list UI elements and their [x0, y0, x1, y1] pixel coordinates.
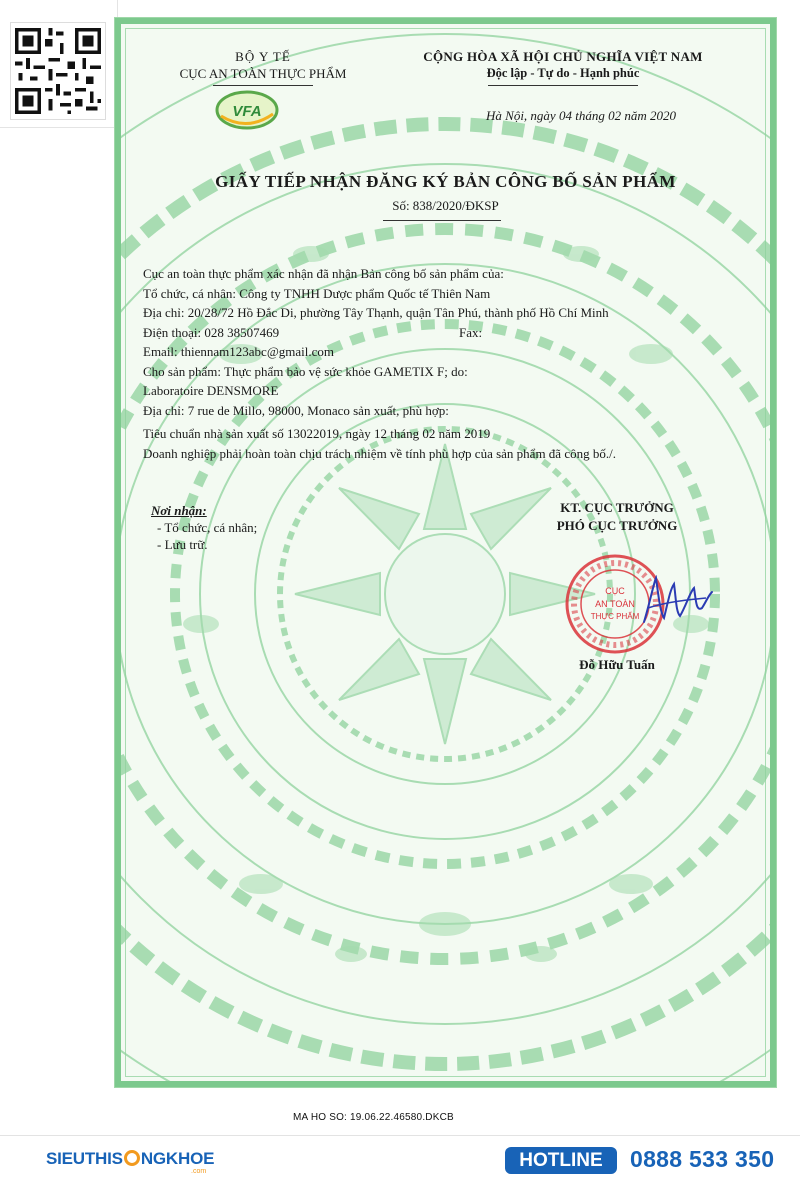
recipients-heading: Nơi nhận: [151, 503, 207, 518]
brand-suffix: NGKHOE [140, 1149, 215, 1168]
recipients-block [151, 502, 257, 553]
footer-bar [0, 1135, 800, 1185]
signature-title [507, 499, 727, 535]
signer-name: Đỗ Hữu Tuấn [579, 657, 655, 672]
hotline-badge[interactable]: HOTLINE [505, 1147, 617, 1174]
svg-text:THỰC PHẨM: THỰC PHẨM [590, 612, 640, 621]
svg-text:CỤC: CỤC [605, 586, 625, 596]
brand-domain: .com [191, 1168, 207, 1175]
certificate-document [115, 18, 776, 1087]
organization-line: Tổ chức, cá nhân: Công ty TNHH Dược phẩm Quốc tế Thiên Nam [143, 285, 491, 301]
intro-line: Cục an toàn thực phẩm xác nhận đã nhận Bản công bố sản phẩm của: [143, 266, 504, 281]
fax-label: Fax: [459, 324, 483, 340]
record-code: MA HO SO: 19.06.22.46580.DKCB [293, 1112, 454, 1123]
issue-date: Hà Nội, ngày 04 tháng 02 năm 2020 [486, 108, 676, 123]
brand-prefix: SIEUTHIS [46, 1149, 123, 1168]
document-number: Số: 838/2020/ĐKSP [392, 198, 499, 213]
phone-text: Điện thoại: 028 38507469 [143, 324, 280, 340]
brand-logo[interactable] [46, 1149, 214, 1169]
recipient-item: - Tổ chức, cá nhân; [157, 520, 258, 535]
address-line: Địa chỉ: 20/28/72 Hồ Đắc Di, phường Tây Thạnh, quận Tân Phú, thành phố Hồ Chí Minh [143, 305, 609, 320]
recipient-item: - Lưu trữ. [157, 537, 208, 552]
responsibility-line: Doanh nghiệp phải hoàn toàn chịu trách nhiệm về tính phù hợp của sản phẩm đã công bố./. [143, 445, 616, 461]
certificate-body [143, 264, 753, 463]
agency-header [163, 48, 363, 86]
svg-text:VFA: VFA [232, 103, 262, 120]
brand-circle-icon [124, 1150, 140, 1166]
email-line: Email: thiennam123abc@gmail.com [143, 344, 335, 359]
standard-line: Tiêu chuẩn nhà sản xuất số 13022019, ngày 12 tháng 02 năm 2019 [143, 426, 491, 441]
manufacturer-line: Laboratoire DENSMORE [143, 383, 279, 398]
phone-line [143, 323, 753, 343]
qr-code-icon [10, 22, 106, 120]
handwritten-signature-icon [636, 572, 716, 632]
hotline-number[interactable]: 0888 533 350 [630, 1146, 775, 1172]
signer-role-secondary: PHÓ CỤC TRƯỞNG [556, 518, 678, 533]
ministry-name: BỘ Y TẾ [235, 49, 291, 64]
document-title: GIẤY TIẾP NHẬN ĐĂNG KÝ BẢN CÔNG BỐ SẢN PHẨM [215, 172, 676, 191]
motto-underline [488, 85, 638, 86]
svg-text:AN TOÀN: AN TOÀN [595, 599, 635, 609]
agency-name: CỤC AN TOÀN THỰC PHẨM [179, 66, 347, 81]
country-name: CỘNG HÒA XÃ HỘI CHỦ NGHĨA VIỆT NAM [423, 49, 703, 64]
national-motto: Độc lập - Tự do - Hạnh phúc [486, 66, 640, 80]
vfa-logo-icon [211, 86, 283, 132]
product-line: Cho sản phẩm: Thực phẩm bảo vệ sức khỏe GAMETIX F; do: [143, 363, 468, 379]
signer-role-primary: KT. CỤC TRƯỞNG [560, 500, 674, 515]
document-number-underline [383, 220, 501, 221]
national-header [383, 48, 743, 86]
manufacturer-address-line: Địa chỉ: 7 rue de Millo, 98000, Monaco sản xuất, phù hợp: [143, 402, 449, 418]
